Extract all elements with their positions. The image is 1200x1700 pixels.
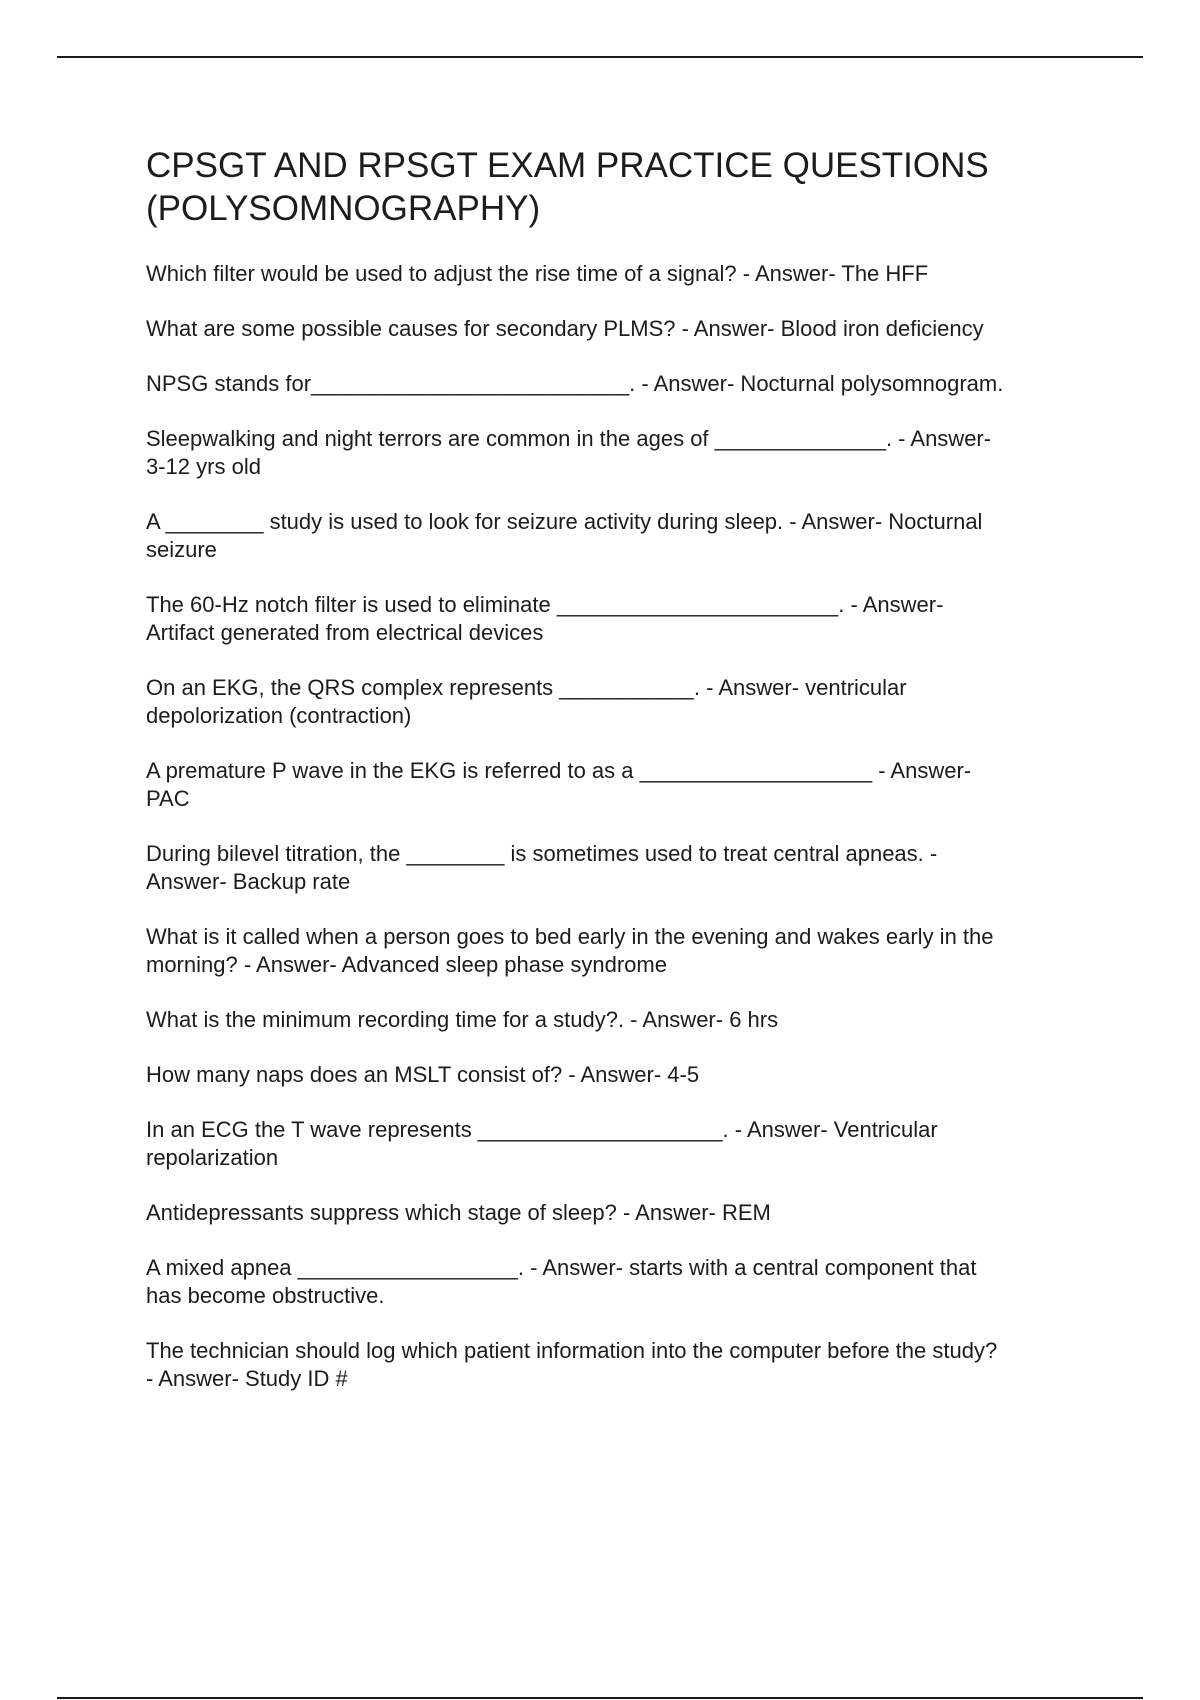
question-item: Sleepwalking and night terrors are common in the ages of ______________. - Answer- 3-12 yrs old xyxy=(146,426,992,479)
question-item: During bilevel titration, the ________ is sometimes used to treat central apneas. - Answer- Backup rate xyxy=(146,841,938,894)
question-item: What is it called when a person goes to bed early in the evening and wakes early in the morning? - Answer- Advanced sleep phase syndrome xyxy=(146,924,994,977)
question-item: The 60-Hz notch filter is used to eliminate _______________________. - Answer- Artifact generated from electrical devices xyxy=(146,592,944,645)
question-item: Antidepressants suppress which stage of sleep? - Answer- REM xyxy=(146,1200,771,1225)
top-divider xyxy=(57,56,1143,58)
question-item: NPSG stands for__________________________. - Answer- Nocturnal polysomnogram. xyxy=(146,371,1004,396)
document-body xyxy=(146,144,1086,1420)
question-item: What are some possible causes for secondary PLMS? - Answer- Blood iron deficiency xyxy=(146,316,984,341)
question-list xyxy=(146,260,1086,1393)
question-item: A mixed apnea __________________. - Answer- starts with a central component that has become obstructive. xyxy=(146,1255,977,1308)
question-item: The technician should log which patient information into the computer before the study? - Answer- Study ID # xyxy=(146,1338,998,1391)
question-item: A ________ study is used to look for seizure activity during sleep. - Answer- Nocturnal seizure xyxy=(146,509,983,562)
question-item: In an ECG the T wave represents ____________________. - Answer- Ventricular repolarization xyxy=(146,1117,938,1170)
document-title: CPSGT AND RPSGT EXAM PRACTICE QUESTIONS (POLYSOMNOGRAPHY) xyxy=(146,146,989,228)
question-item: On an EKG, the QRS complex represents ___________. - Answer- ventricular depolorization (contraction) xyxy=(146,675,907,728)
question-item: Which filter would be used to adjust the rise time of a signal? - Answer- The HFF xyxy=(146,261,929,286)
question-item: How many naps does an MSLT consist of? - Answer- 4-5 xyxy=(146,1062,700,1087)
question-item: What is the minimum recording time for a study?. - Answer- 6 hrs xyxy=(146,1007,779,1032)
bottom-divider xyxy=(57,1697,1143,1699)
question-item: A premature P wave in the EKG is referred to as a ___________________ - Answer- PAC xyxy=(146,758,972,811)
